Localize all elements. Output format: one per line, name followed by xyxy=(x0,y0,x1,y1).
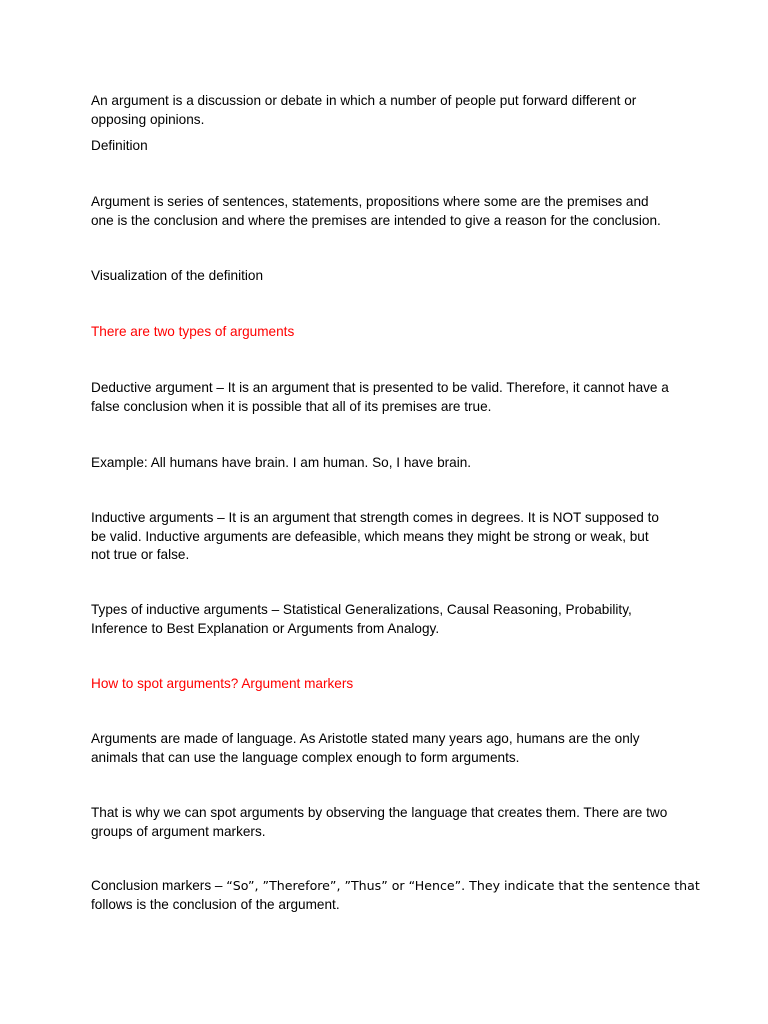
paragraph-conclusion-markers xyxy=(91,877,700,914)
text-line: How to spot arguments? Argument markers xyxy=(91,676,354,691)
text-line: That is why we can spot arguments by observing the language that creates them. There are two xyxy=(91,805,668,820)
conclusion-markers-list: “So”, ”Therefore”, ”Thus” or “Hence”. They indicate that the sentence that xyxy=(226,878,700,893)
section-heading-types xyxy=(91,323,691,342)
text-line: Inference to Best Explanation or Arguments from Analogy. xyxy=(91,620,440,636)
text-line: groups of argument markers. xyxy=(91,823,266,839)
text-line: An argument is a discussion or debate in which a number of people put forward different or xyxy=(91,93,637,108)
paragraph-spot-body xyxy=(91,804,691,841)
conclusion-markers-label: Conclusion markers – xyxy=(91,878,227,893)
text-line: one is the conclusion and where the premises are intended to give a reason for the conclusion. xyxy=(91,212,661,228)
text-line: Visualization of the definition xyxy=(91,268,264,283)
text-line: be valid. Inductive arguments are defeasible, which means they might be strong or weak, but xyxy=(91,528,649,544)
text-line: Deductive argument – It is an argument that is presented to be valid. Therefore, it cannot have a xyxy=(91,380,669,395)
text-line xyxy=(91,877,700,896)
paragraph-inductive-types xyxy=(91,601,691,638)
text-line: Arguments are made of language. As Aristotle stated many years ago, humans are the only xyxy=(91,731,640,746)
paragraph-example xyxy=(91,454,691,473)
text-line: not true or false. xyxy=(91,547,190,562)
text-line: opposing opinions. xyxy=(91,111,205,127)
paragraph-inductive xyxy=(91,509,691,565)
text-line: Inductive arguments – It is an argument that strength comes in degrees. It is NOT supposed to xyxy=(91,510,659,525)
paragraph-visualization xyxy=(91,267,691,286)
text-line: follows is the conclusion of the argument. xyxy=(91,896,340,912)
text-line: Types of inductive arguments – Statistical Generalizations, Causal Reasoning, Probability, xyxy=(91,602,632,617)
text-line: There are two types of arguments xyxy=(91,324,295,339)
text-line: animals that can use the language complex enough to form arguments. xyxy=(91,749,520,765)
text-line: Definition xyxy=(91,138,148,153)
text-line: Example: All humans have brain. I am human. So, I have brain. xyxy=(91,455,472,470)
paragraph-deductive xyxy=(91,379,691,416)
text-line: false conclusion when it is possible that all of its premises are true. xyxy=(91,398,492,414)
text-line: Argument is series of sentences, statements, propositions where some are the premises and xyxy=(91,194,649,209)
section-heading-spot xyxy=(91,675,691,694)
paragraph-intro xyxy=(91,92,691,129)
paragraph-definition-body xyxy=(91,193,691,230)
paragraph-language xyxy=(91,730,691,767)
paragraph-definition-heading xyxy=(91,137,691,156)
